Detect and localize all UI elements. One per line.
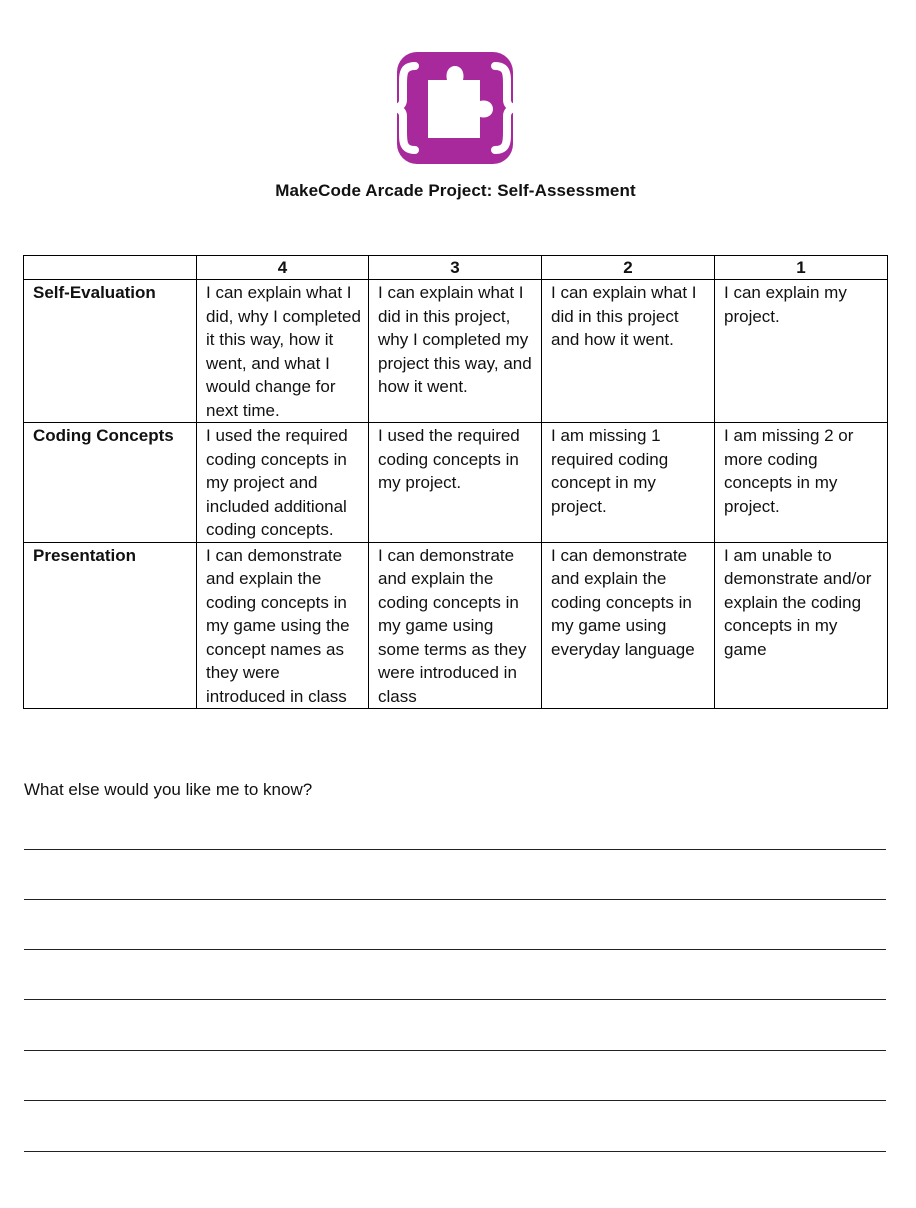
- rubric-cell: I used the required coding concepts in my project and included additional coding concepts.: [197, 423, 369, 543]
- criterion-label: Self-Evaluation: [24, 280, 197, 423]
- feedback-prompt: What else would you like me to know?: [24, 780, 313, 799]
- rubric-cell: I can explain what I did in this project and how it went.: [542, 280, 715, 423]
- rubric-header-score-2: 2: [542, 256, 715, 280]
- page-title: MakeCode Arcade Project: Self-Assessment: [275, 181, 636, 200]
- answer-line[interactable]: [24, 999, 886, 1000]
- answer-line[interactable]: [24, 1100, 886, 1101]
- rubric-header-score-3: 3: [369, 256, 542, 280]
- criterion-label: Presentation: [24, 542, 197, 709]
- answer-line[interactable]: [24, 899, 886, 900]
- answer-line[interactable]: [24, 849, 886, 850]
- answer-line[interactable]: [24, 949, 886, 950]
- rubric-table: [23, 255, 888, 709]
- rubric-cell: I can demonstrate and explain the coding concepts in my game using everyday language: [542, 542, 715, 709]
- rubric-header-criterion: [24, 256, 197, 280]
- rubric-cell: I can explain what I did, why I completed it this way, how it went, and what I would change for next time.: [197, 280, 369, 423]
- makecode-logo-icon: [383, 52, 527, 164]
- answer-line[interactable]: [24, 1151, 886, 1152]
- rubric-cell: I am missing 1 required coding concept in my project.: [542, 423, 715, 543]
- rubric-row-coding-concepts: [24, 423, 888, 543]
- rubric-cell: I can demonstrate and explain the coding concepts in my game using the concept names as they were introduced in class: [197, 542, 369, 709]
- rubric-cell: I used the required coding concepts in my project.: [369, 423, 542, 543]
- answer-line[interactable]: [24, 1050, 886, 1051]
- rubric-cell: I can explain what I did in this project, why I completed my project this way, and how it went.: [369, 280, 542, 423]
- rubric-cell: I can explain my project.: [715, 280, 888, 423]
- rubric-row-self-evaluation: [24, 280, 888, 423]
- rubric-cell: I can demonstrate and explain the coding concepts in my game using some terms as they were introduced in class: [369, 542, 542, 709]
- rubric-row-presentation: [24, 542, 888, 709]
- rubric-header-row: [24, 256, 888, 280]
- criterion-label: Coding Concepts: [24, 423, 197, 543]
- rubric-header-score-1: 1: [715, 256, 888, 280]
- rubric-header-score-4: 4: [197, 256, 369, 280]
- rubric-cell: I am missing 2 or more coding concepts in my project.: [715, 423, 888, 543]
- rubric-cell: I am unable to demonstrate and/or explain the coding concepts in my game: [715, 542, 888, 709]
